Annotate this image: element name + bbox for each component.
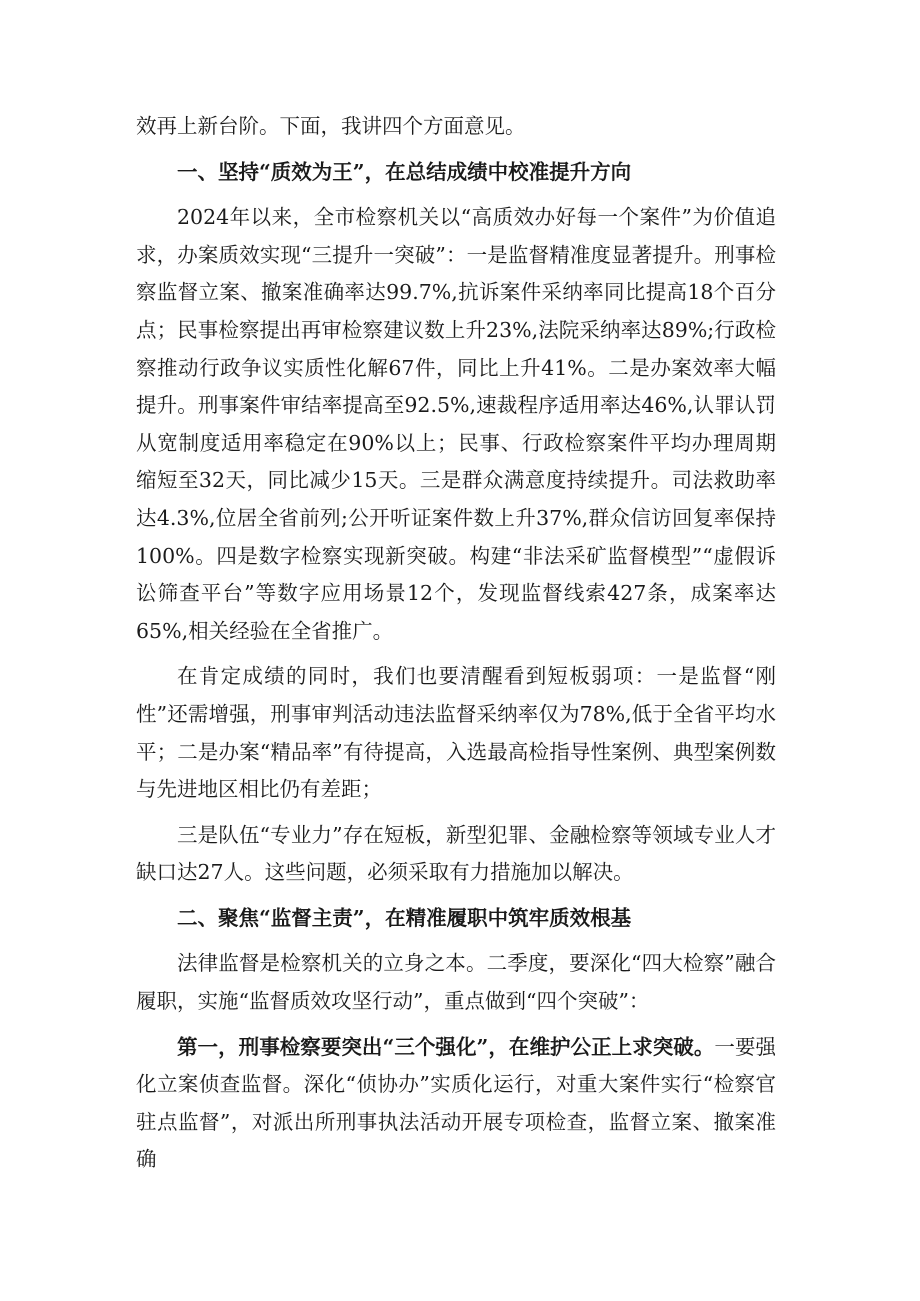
- paragraph-shortcomings: 在肯定成绩的同时，我们也要清醒看到短板弱项：一是监督“刚性”还需增强，刑事审判活动违法监督采纳率仅为78%,低于全省平均水平；二是办案“精品率”有待提高，入选最高检指导性案例、典型案例数与先进地区相比仍有差距；: [136, 664, 776, 802]
- section-heading-2: 二、聚焦“监督主责”，在精准履职中筑牢质效根基: [177, 905, 632, 930]
- paragraph-lead-bold: 第一，刑事检察要突出“三个强化”，在维护公正上求突破。: [177, 1034, 715, 1059]
- paragraph-achievements: 2024年以来，全市检察机关以“高质效办好每一个案件”为价值追求，办案质效实现“三提升一突破”：一是监督精准度显著提升。刑事检察监督立案、撤案准确率达99.7%,抗诉案件采纳率同比提高18个百分点；民事检察提出再审检察建议数上升23%,法院采纳率达89%;行政检察推动行政争议实质性化解67件，同比上升41%。二是办案效率大幅提升。刑事案件审结率提高至92.5%,速裁程序适用率达46%,认罪认罚从宽制度适用率稳定在90%以上；民事、行政检察案件平均办理周期缩短至32天，同比减少15天。三是群众满意度持续提升。司法救助率达4.3%,位居全省前列;公开听证案件数上升37%,群众信访回复率保持100%。四是数字检察实现新突破。构建“非法采矿监督模型”“虚假诉讼筛查平台”等数字应用场景12个，发现监督线索427条，成案率达65%,相关经验在全省推广。: [136, 205, 776, 643]
- document-body: [136, 108, 776, 1179]
- paragraph-body-text: 一要强化立案侦查监督。深化“侦协办”实质化运行，对重大案件实行“检察官驻点监督”，对派出所刑事执法活动开展专项检查，监督立案、撤案准确: [136, 1034, 776, 1172]
- paragraph-supervision: 法律监督是检察机关的立身之本。二季度，要深化“四大检察”融合履职，实施“监督质效攻坚行动”，重点做到“四个突破”：: [136, 951, 776, 1014]
- section-heading-1: 一、坚持“质效为王”，在总结成绩中校准提升方向: [177, 159, 632, 184]
- paragraph-criminal-procuratorial: [136, 1029, 776, 1179]
- paragraph-continuation: 效再上新台阶。下面，我讲四个方面意见。: [136, 114, 526, 138]
- paragraph-team-shortcoming: 三是队伍“专业力”存在短板，新型犯罪、金融检察等领域专业人才缺口达27人。这些问题，必须采取有力措施加以解决。: [136, 822, 776, 885]
